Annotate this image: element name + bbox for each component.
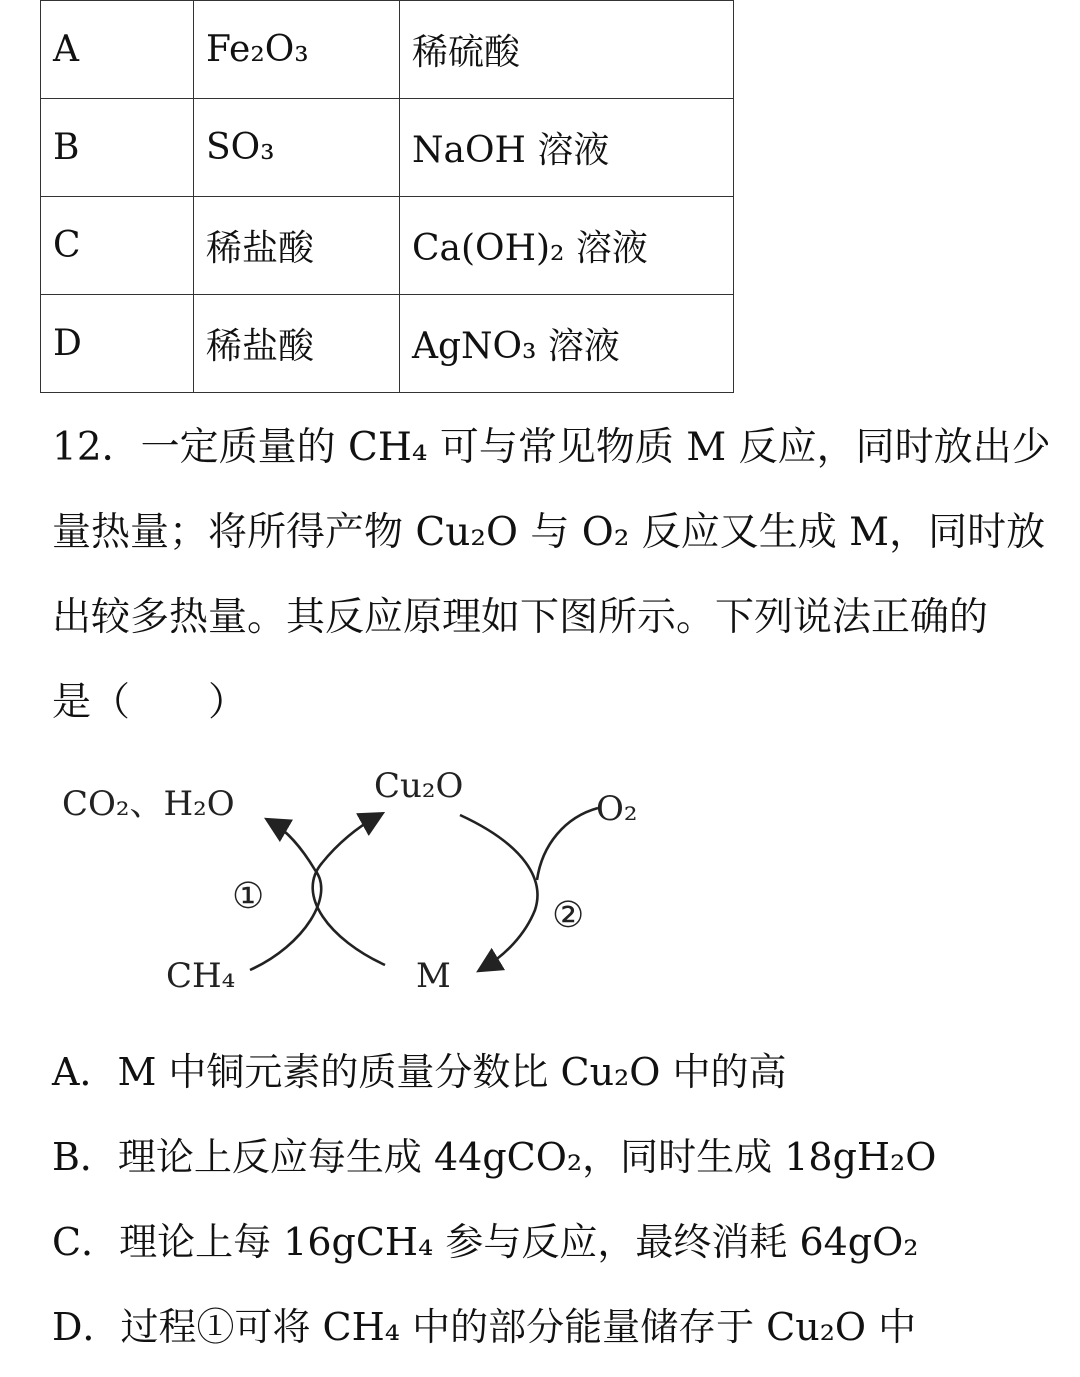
cu2o-label: Cu₂O	[374, 766, 464, 806]
products-label: CO₂、H₂O	[62, 784, 235, 824]
table-row	[41, 99, 734, 197]
row-reagent-2: Ca(OH)₂ 溶液	[400, 197, 734, 295]
option-b: B．理论上反应每生成 44gCO₂，同时生成 18gH₂O	[52, 1135, 937, 1179]
option-a: A．M 中铜元素的质量分数比 Cu₂O 中的高	[52, 1050, 787, 1094]
row-reagent-1: 稀盐酸	[194, 295, 400, 393]
question-line-4: 是（ ）	[52, 680, 248, 725]
row-reagent-1: 稀盐酸	[194, 197, 400, 295]
question-line-2: 量热量；将所得产物 Cu₂O 与 O₂ 反应又生成 M，同时放	[52, 510, 1046, 555]
arrow-m-to-cu2o	[313, 817, 385, 965]
step-1-label: ①	[232, 876, 265, 917]
row-reagent-2: AgNO₃ 溶液	[400, 295, 734, 393]
table-row	[41, 197, 734, 295]
row-reagent-2: 稀硫酸	[400, 1, 734, 99]
table-row	[41, 295, 734, 393]
reaction-cycle-diagram	[40, 745, 680, 1015]
o2-label: O₂	[596, 789, 638, 829]
row-label: A	[41, 1, 194, 99]
option-c: C．理论上每 16gCH₄ 参与反应，最终消耗 64gO₂	[52, 1220, 919, 1264]
reagent-table	[40, 0, 734, 393]
row-reagent-1: Fe₂O₃	[194, 1, 400, 99]
ch4-label: CH₄	[166, 956, 236, 996]
m-label: M	[416, 956, 451, 996]
question-line-1: 12．一定质量的 CH₄ 可与常见物质 M 反应，同时放出少	[52, 425, 1051, 470]
row-label: D	[41, 295, 194, 393]
row-label: B	[41, 99, 194, 197]
option-d: D．过程①可将 CH₄ 中的部分能量储存于 Cu₂O 中	[52, 1305, 917, 1349]
step-2-label: ②	[552, 895, 585, 936]
row-label: C	[41, 197, 194, 295]
arrow-o2-in	[537, 808, 598, 880]
question-line-3: 出较多热量。其反应原理如下图所示。下列说法正确的	[52, 595, 989, 640]
row-reagent-2: NaOH 溶液	[400, 99, 734, 197]
arrow-cu2o-to-m	[460, 815, 537, 967]
row-reagent-1: SO₃	[194, 99, 400, 197]
table-row	[41, 1, 734, 99]
